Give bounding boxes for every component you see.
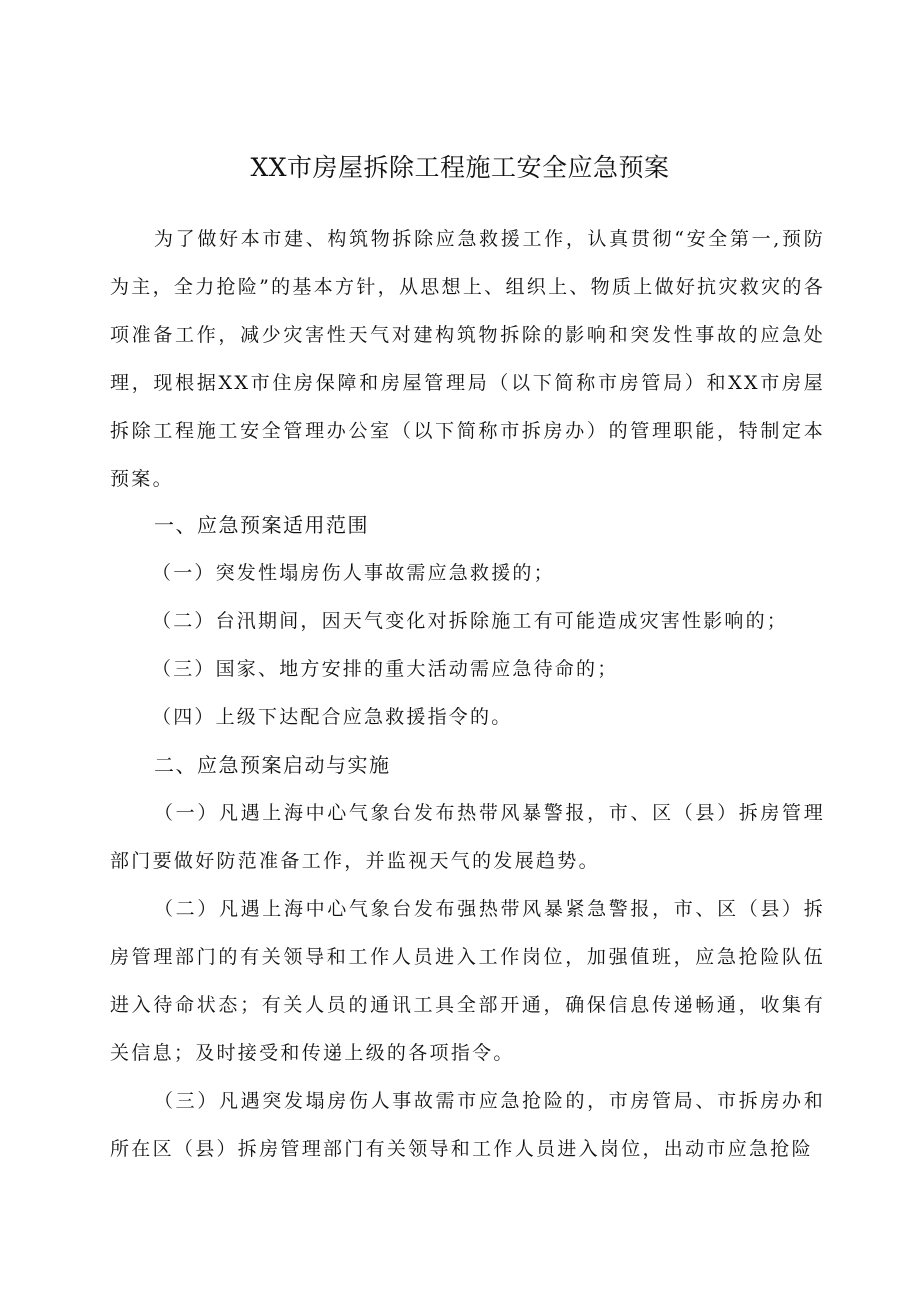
section-1-item-1: （一）突发性塌房伤人事故需应急救援的；: [152, 562, 555, 584]
intro-paragraph: 为了做好本市建、构筑物拆除应急救援工作，认真贯彻“安全第一,预防为主，全力抢险”的基本方针，从思想上、组织上、物质上做好抗灾救灾的各项准备工作，减少灾害性天气对建构筑物拆除的影响和突发性事故的应急处理，现根据XX市住房保障和房屋管理局（以下简称市房管局）和XX市房屋拆除工程施工安全管理办公室（以下简称市拆房办）的管理职能，特制定本预案。: [110, 228, 825, 490]
section-1-item-4: （四）上级下达配合应急救援指令的。: [152, 706, 513, 728]
section-2-paragraph-2: （二）凡遇上海中心气象台发布强热带风暴紧急警报，市、区（县）拆房管理部门的有关领导和工作人员进入工作岗位，加强值班，应急抢险队伍进入待命状态；有关人员的通讯工具全部开通，确保信息传递畅通，收集有关信息；及时接受和传递上级的各项指令。: [110, 898, 825, 1064]
section-2-heading: 二、应急预案启动与实施: [154, 753, 391, 777]
section-1-item-2: （二）台汛期间，因天气变化对拆除施工有可能造成灾害性影响的；: [152, 610, 789, 632]
section-2-paragraph-1: （一）凡遇上海中心气象台发布热带风暴警报，市、区（县）拆房管理部门要做好防范准备工作，并监视天气的发展趋势。: [110, 802, 825, 872]
section-1-item-3: （三）国家、地方安排的重大活动需应急待命的；: [152, 658, 619, 680]
section-1-heading: 一、应急预案适用范围: [154, 513, 369, 537]
document-title: XX市房屋拆除工程施工安全应急预案: [250, 153, 670, 182]
section-2-paragraph-3: （三）凡遇突发塌房伤人事故需市应急抢险的，市房管局、市拆房办和所在区（县）拆房管理部门有关领导和工作人员进入岗位，出动市应急抢险: [110, 1090, 825, 1160]
